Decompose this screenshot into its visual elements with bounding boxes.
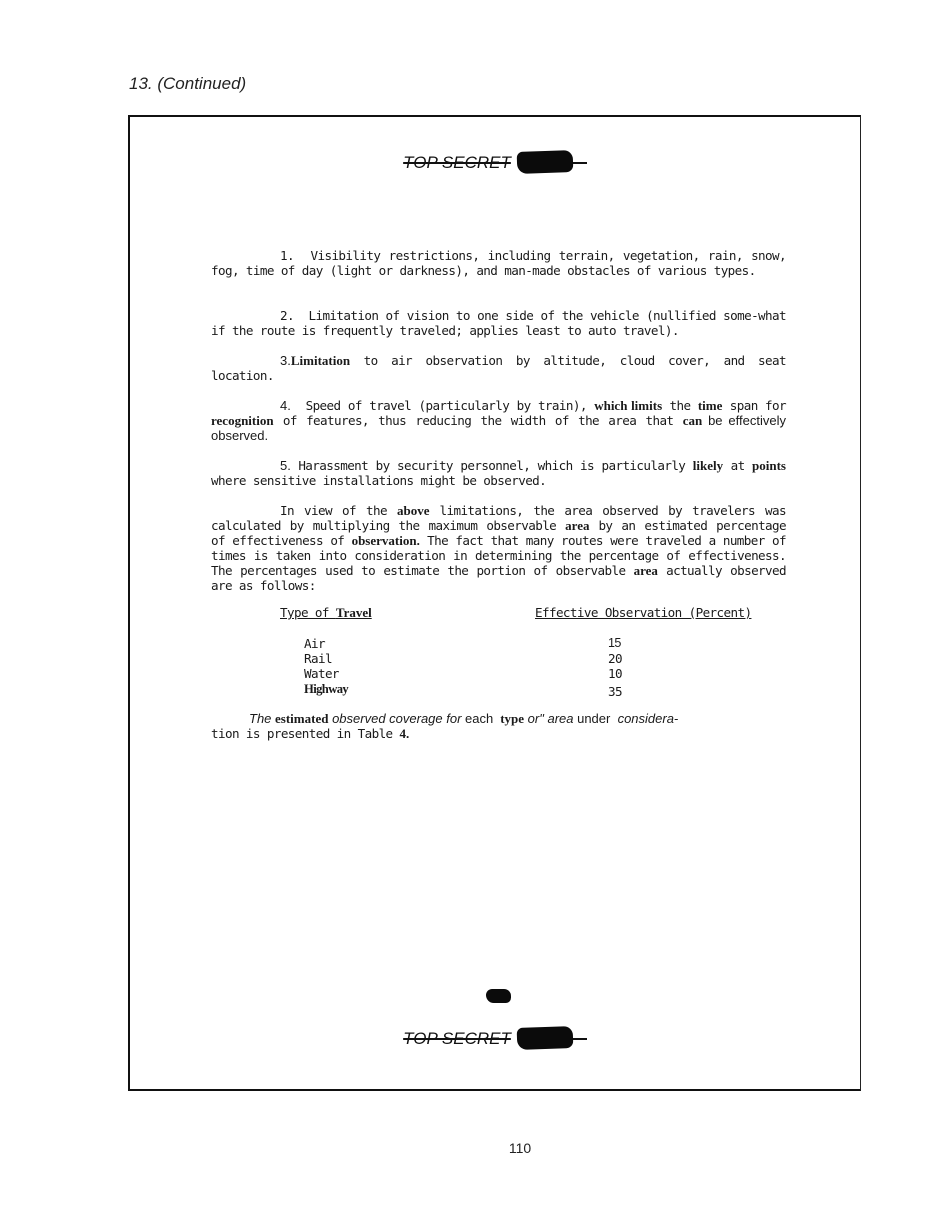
- text-fragment: In view of the: [280, 503, 397, 518]
- typed-word: can: [682, 413, 703, 428]
- classification-marking-bottom: [130, 1027, 860, 1049]
- text-fragment: span for: [722, 398, 793, 413]
- typed-word: Limitation: [290, 353, 351, 368]
- paragraph-2: [211, 308, 793, 338]
- typed-word: which limits: [594, 398, 663, 413]
- typed-word: area: [565, 518, 590, 533]
- table-row-pct: 35: [608, 684, 622, 699]
- paragraph-text: to air observation by altitude, cloud cover, and seat location.: [211, 353, 793, 383]
- typed-word: area: [633, 563, 658, 578]
- table-row-pct: 20: [608, 651, 622, 666]
- text-fragment: under: [577, 711, 611, 726]
- typed-word: points: [752, 458, 786, 473]
- redaction-block: [516, 1026, 573, 1050]
- typed-word: time: [697, 398, 723, 413]
- text-fragment: actually observed are as follows:: [211, 563, 793, 593]
- typed-word: 4.: [399, 726, 410, 741]
- typed-word: above: [396, 503, 430, 518]
- text-fragment: Harassment by security personnel, which is particularly: [290, 458, 693, 473]
- table-row-type: Rail: [304, 651, 332, 666]
- redaction-block: [516, 150, 573, 174]
- paragraph-text: Visibility restrictions, including terrain, vegetation, rain, snow, fog, time of day (light or darkness), and man-made obstacles of various types.: [211, 248, 793, 278]
- item-number: 5.: [280, 458, 291, 473]
- item-number: 3.: [280, 353, 291, 368]
- table-header-type: [280, 605, 372, 621]
- continued-heading: 13. (Continued): [129, 74, 247, 93]
- text-fragment: each: [465, 711, 494, 726]
- table-header-percent: Effective Observation (Percent): [535, 605, 752, 620]
- paragraph-6: [211, 503, 800, 593]
- text-fragment: at: [723, 458, 753, 473]
- text-fragment: The fact that many routes were traveled a number of times is taken into consideration in determining the percentage of effectiveness. The percentages used to estimate the portion of observable: [211, 533, 800, 578]
- paragraph-7: [211, 711, 786, 741]
- paragraph-text: Limitation of vision to one side of the vehicle (nullified some-what if the route is frequently traveled; applies least to auto travel).: [211, 308, 793, 338]
- typed-word: estimated: [275, 711, 329, 726]
- text-fragment: where sensitive installations might be observed.: [211, 458, 793, 488]
- text-fragment: The: [249, 711, 276, 726]
- table-row-type: Air: [304, 636, 325, 651]
- text-fragment: observed coverage for: [328, 711, 466, 726]
- text-fragment: Speed of travel (particularly by train),: [305, 398, 595, 413]
- typed-word: observation.: [351, 533, 420, 548]
- classification-text: TOP SECRET: [403, 153, 511, 172]
- paragraph-1: [211, 248, 793, 278]
- header-text: Type of: [280, 605, 336, 620]
- text-fragment: limitations, the area observed by travelers was calculated by multiplying the maximum observable: [211, 503, 793, 533]
- document-frame: [128, 115, 861, 1091]
- strike-tail: [573, 1038, 587, 1040]
- header-word: Travel: [335, 605, 372, 620]
- page-number: 110: [508, 1140, 532, 1156]
- table-row-pct: 10: [608, 666, 622, 681]
- text-fragment: be effectively observed.: [211, 413, 790, 443]
- text-fragment: by an estimated percentage of effectiveness of: [211, 518, 793, 548]
- paragraph-5: [211, 458, 793, 488]
- text-fragment: considera-: [610, 711, 679, 726]
- classification-marking-top: [130, 151, 860, 173]
- text-fragment: the: [662, 398, 698, 413]
- classification-text: TOP SECRET: [403, 1029, 511, 1048]
- paragraph-3: [211, 353, 793, 383]
- item-number: 4.: [280, 398, 291, 413]
- text-fragment: tion is presented in Table: [211, 726, 400, 741]
- table-row-type: Highway: [304, 682, 349, 696]
- typed-word: type: [500, 711, 525, 726]
- table-row-type: Water: [304, 666, 339, 681]
- text-fragment: or" area: [524, 711, 578, 726]
- text-fragment: of features, thus reducing the width of the area that: [273, 413, 683, 428]
- item-number: 1.: [280, 248, 294, 263]
- strike-tail: [573, 162, 587, 164]
- typed-word: recognition: [211, 413, 274, 428]
- item-number: 2.: [280, 308, 294, 323]
- table-row-pct: 15: [608, 636, 621, 650]
- typed-word: likely: [692, 458, 724, 473]
- paragraph-4: [211, 398, 793, 443]
- redaction-block: [486, 989, 511, 1003]
